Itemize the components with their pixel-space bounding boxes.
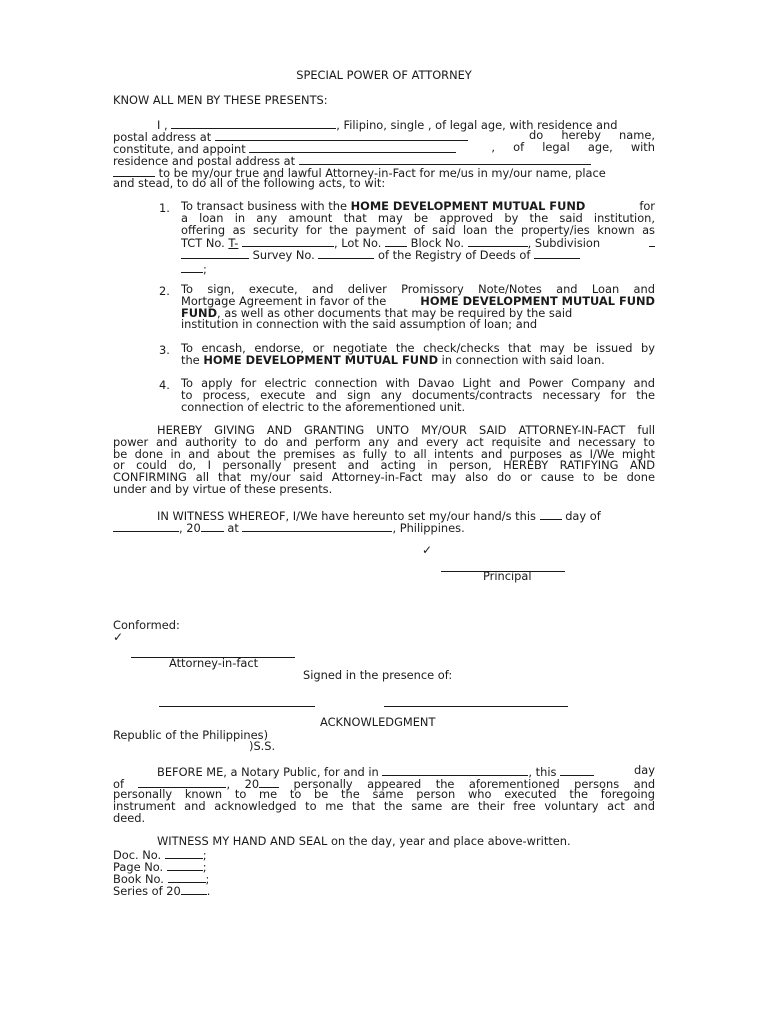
p1-constitute: constitute, and appoint bbox=[113, 142, 246, 156]
p1-filipino: , Filipino, single , of legal age, with residence and bbox=[336, 118, 618, 132]
block-label: Block No. bbox=[410, 236, 464, 251]
before-me-line4: instrument and acknowledged to me that the same are their free voluntary act and bbox=[113, 799, 655, 813]
witness-l2a: , 20 bbox=[179, 521, 201, 535]
hereby-line5: CONFIRMING all that my/our said Attorney-in-Fact may also do or cause to be done bbox=[113, 470, 655, 485]
rod-label: of the Registry of Deeds of bbox=[378, 248, 531, 263]
i3-line1: To encash, endorse, or negotiate the check/checks that may be issued by bbox=[181, 341, 655, 355]
i2-line2a: Mortgage Agreement in favor of the bbox=[181, 293, 387, 308]
book-no-label: Book No. bbox=[113, 872, 164, 886]
notary-place-blank bbox=[382, 765, 528, 776]
survey-label: Survey No. bbox=[252, 248, 315, 263]
i3-line2b: in connection with said loan. bbox=[441, 352, 605, 367]
i4-line1: To apply for electric connection with Davao Light and Power Company and bbox=[181, 376, 655, 390]
ss-line: )S.S. bbox=[249, 739, 276, 753]
attorney-name-blank bbox=[249, 142, 456, 153]
tct-blank bbox=[242, 236, 334, 247]
lot-label: , Lot No. bbox=[334, 236, 382, 251]
doc-no-blank bbox=[165, 848, 203, 859]
series-line bbox=[113, 884, 655, 898]
item-number-4: 4. bbox=[159, 378, 170, 392]
p1-line6: and stead, to do all of the following acts, to wit: bbox=[113, 176, 386, 190]
republic-line: Republic of the Philippines) bbox=[113, 728, 269, 742]
signed-presence-label: Signed in the presence of: bbox=[303, 668, 453, 682]
subdivision-blank bbox=[649, 236, 655, 247]
attorney-address-blank bbox=[299, 154, 591, 165]
i2-fund-bold: FUND bbox=[181, 305, 218, 320]
page-no-blank bbox=[167, 860, 203, 871]
item-4 bbox=[181, 378, 655, 413]
doc-no-semi: ; bbox=[202, 848, 207, 862]
place-blank bbox=[242, 521, 392, 532]
before-me-line3: personally known to me to be the same person who executed the foregoing bbox=[113, 787, 655, 801]
p1-legal-age: , of legal age, with bbox=[491, 140, 655, 154]
tct-label: TCT No. bbox=[181, 236, 225, 251]
item-number-2: 2. bbox=[159, 284, 170, 298]
hereby-line1: HEREBY GIVING AND GRANTING UNTO MY/OUR SAID ATTORNEY-IN-FACT full bbox=[157, 423, 655, 437]
document-title bbox=[113, 70, 655, 82]
before-me-l1b: , this bbox=[528, 765, 557, 779]
p1-postal: postal address at bbox=[113, 130, 212, 144]
hereby-line4: or could do, I personally present and acting in person, HEREBY RATIFYING AND bbox=[113, 458, 655, 473]
book-no-blank bbox=[168, 872, 206, 883]
witness-l1b: day of bbox=[565, 509, 601, 523]
document-page bbox=[113, 0, 655, 1024]
block-blank bbox=[468, 236, 528, 247]
i1-text-b: for bbox=[639, 199, 655, 213]
principal-label: Principal bbox=[483, 569, 532, 583]
page-no-semi: ; bbox=[202, 860, 207, 874]
series-label: Series of 20 bbox=[113, 884, 181, 898]
hdmf-bold-3: HOME DEVELOPMENT MUTUAL FUND bbox=[203, 352, 439, 367]
i4-line2: to process, execute and sign any documents/contracts necessary for the bbox=[181, 387, 655, 402]
p1-to-be: to be my/our true and lawful Attorney-in-Fact for me/us in my/our name, place bbox=[158, 166, 606, 180]
day-blank bbox=[540, 509, 562, 520]
before-me-l1c: day bbox=[634, 763, 655, 777]
before-me-l2c: personally appeared the aforementioned persons and bbox=[279, 777, 656, 791]
p1-i: I , bbox=[157, 118, 168, 132]
lot-blank bbox=[385, 236, 407, 247]
i3-line2a: the bbox=[181, 352, 200, 367]
before-me-l2a: of bbox=[113, 777, 124, 791]
tct-prefix: T- bbox=[228, 236, 239, 251]
year-blank bbox=[201, 521, 224, 532]
i1-line3: offering as security for the payment of said loan the property/ies known as bbox=[181, 222, 655, 237]
witness-signature-line-1 bbox=[159, 706, 315, 707]
i1-end: ; bbox=[203, 261, 207, 276]
item-2 bbox=[181, 284, 655, 331]
attorney-label: Attorney-in-fact bbox=[169, 656, 259, 670]
series-period: . bbox=[206, 884, 211, 898]
i1-text-a: To transact business with the bbox=[181, 199, 347, 213]
witness-l2b: at bbox=[227, 521, 239, 535]
i1-line2: a loan in any amount that may be approved by the said institution, bbox=[181, 210, 655, 225]
p1-do-hereby: do hereby name, bbox=[529, 128, 655, 142]
item-number-3: 3. bbox=[159, 343, 170, 357]
i2-line3b: , as well as other documents that may be required by the said bbox=[217, 305, 573, 320]
address-blank bbox=[215, 130, 468, 141]
rod-blank-2 bbox=[181, 262, 203, 273]
title-text: SPECIAL POWER OF ATTORNEY bbox=[296, 68, 472, 82]
witness-signature-line-2 bbox=[384, 706, 568, 707]
witness-line2 bbox=[113, 521, 655, 535]
intro-line: KNOW ALL MEN BY THESE PRESENTS: bbox=[113, 93, 328, 107]
subdivision-label: , Subdivision bbox=[527, 236, 601, 251]
book-no-semi: ; bbox=[205, 872, 210, 886]
witness-l2c: , Philippines. bbox=[392, 521, 465, 535]
hereby-line6: under and by virtue of these presents. bbox=[113, 481, 333, 496]
before-me-l2b: , 20 bbox=[226, 777, 260, 791]
item-number-1: 1. bbox=[159, 201, 170, 215]
hdmf-bold-2: HOME DEVELOPMENT MUTUAL FUND bbox=[420, 293, 655, 308]
checkmark-icon-2: ✓ bbox=[113, 630, 124, 644]
doc-no-label: Doc. No. bbox=[113, 848, 162, 862]
i2-line1: To sign, execute, and deliver Promissory Note/Notes and Loan and bbox=[181, 282, 655, 296]
hereby-line3: be done in and about the premises as fully to all intents and purposes as I/We might bbox=[113, 446, 655, 461]
item-1 bbox=[181, 201, 655, 276]
before-me-line5: deed. bbox=[113, 811, 146, 825]
p1-residence: residence and postal address at bbox=[113, 154, 296, 168]
name-blank bbox=[171, 118, 336, 129]
month-blank bbox=[113, 521, 179, 532]
witness-l1a: IN WITNESS WHEREOF, I/We have hereunto set my/our hand/s this bbox=[157, 509, 536, 523]
hdmf-bold: HOME DEVELOPMENT MUTUAL FUND bbox=[350, 199, 586, 213]
item-3 bbox=[181, 343, 655, 367]
witness-hand-text: WITNESS MY HAND AND SEAL on the day, year and place above-written. bbox=[157, 834, 571, 848]
series-blank bbox=[181, 884, 207, 895]
conformed-label: Conformed: bbox=[113, 618, 180, 632]
before-me-l1a: BEFORE ME, a Notary Public, for and in bbox=[157, 765, 379, 779]
acknowledgment-title: ACKNOWLEDGMENT bbox=[320, 715, 436, 729]
hereby-line2: power and authority to do and perform any and every act requisite and necessary to bbox=[113, 434, 655, 449]
hereby-paragraph bbox=[113, 425, 655, 496]
notary-day-blank bbox=[560, 765, 594, 776]
i2-line4: institution in connection with the said assumption of loan; and bbox=[181, 317, 538, 332]
witness-hand-line bbox=[113, 836, 655, 848]
checkmark-icon: ✓ bbox=[422, 543, 433, 557]
i4-line3: connection of electric to the aforementioned unit. bbox=[181, 399, 466, 414]
page-no-label: Page No. bbox=[113, 860, 164, 874]
